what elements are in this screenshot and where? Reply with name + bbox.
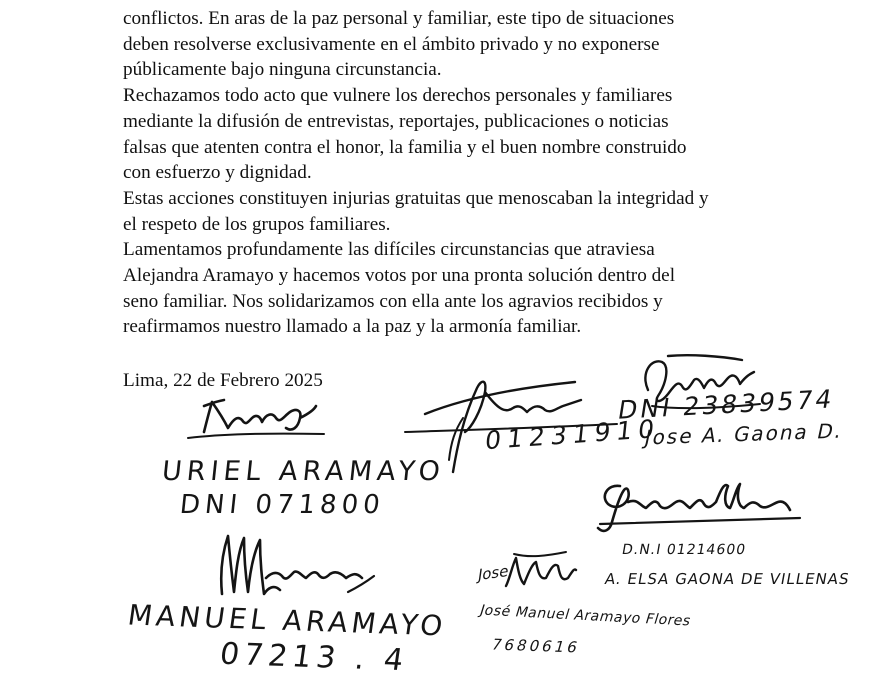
letter-line: mediante la difusión de entrevistas, reportajes, publicaciones o noticias	[123, 110, 669, 132]
signer1-id: DNI 071800	[178, 490, 387, 520]
signature-4	[594, 478, 804, 540]
letter-line: con esfuerzo y dignidad.	[123, 162, 312, 184]
letter-line: el respeto de los grupos familiares.	[123, 213, 391, 235]
signature-5	[206, 530, 386, 606]
signer6-name: José Manuel Aramayo Flores	[477, 602, 693, 630]
place-date: Lima, 22 de Febrero 2025	[123, 370, 323, 391]
letter-line: Lamentamos profundamente las difíciles circunstancias que atraviesa	[123, 239, 655, 261]
letter-line: deben resolverse exclusivamente en el ámbito privado y no exponerse	[123, 33, 660, 55]
letter-line: Estas acciones constituyen injurias gratuitas que menoscaban la integridad y	[123, 187, 709, 209]
letter-line: seno familiar. Nos solidarizamos con ella ante los agravios recibidos y	[123, 290, 663, 312]
signer4-id: D.N.I 01214600	[620, 542, 748, 558]
signer5-id: 07213 . 4	[217, 636, 411, 678]
signer1-name: URIEL ARAMAYO	[160, 456, 447, 487]
letter-line: reafirmamos nuestro llamado a la paz y la armonía familiar.	[123, 316, 582, 338]
signer4-name: A. ELSA GAONA DE VILLENAS	[603, 570, 852, 588]
letter-line: Alejandra Aramayo y hacemos votos por una pronta solución dentro del	[123, 265, 676, 287]
signer2-id: 01231910	[483, 413, 662, 456]
letter-body	[123, 6, 823, 340]
signature-1	[182, 398, 332, 444]
letter-line: públicamente bajo ninguna circunstancia.	[123, 59, 442, 81]
letter-line: falsas que atenten contra el honor, la familia y el buen nombre construido	[123, 136, 687, 158]
signature-6	[500, 548, 580, 594]
signer6-id: 7680616	[489, 635, 583, 657]
letter-line: conflictos. En aras de la paz personal y familiar, este tipo de situaciones	[123, 8, 675, 29]
letter-line: Rechazamos todo acto que vulnere los derechos personales y familiares	[123, 85, 673, 107]
signer5-name: MANUEL ARAMAYO	[125, 598, 449, 643]
signer3-id: DNI 23839574	[615, 384, 837, 425]
signer6-signature-prefix: Jose	[476, 561, 510, 585]
signer3-name: Jose A. Gaona D.	[642, 418, 846, 450]
